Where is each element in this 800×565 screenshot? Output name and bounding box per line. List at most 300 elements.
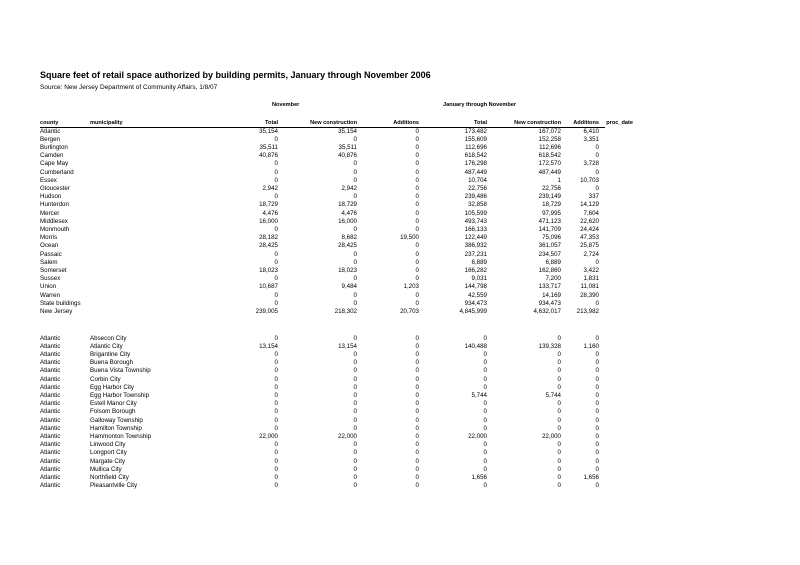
cell-county: Union: [40, 283, 57, 291]
cell-new-construction: 40,876: [338, 152, 357, 160]
cell-new-construction-ytd: 22,756: [542, 184, 561, 192]
cell-new-construction-ytd: 0: [557, 482, 561, 490]
cell-new-construction: 0: [353, 375, 357, 383]
cell-total-ytd: 9,031: [471, 275, 487, 283]
table-row: [40, 474, 610, 482]
cell-additions: 0: [415, 193, 419, 201]
table-row: [40, 441, 610, 449]
cell-total: 18,023: [259, 266, 278, 274]
cell-total-ytd: 493,743: [464, 217, 487, 225]
cell-new-construction: 0: [353, 367, 357, 375]
cell-new-construction: 0: [353, 416, 357, 424]
cell-additions-ytd: 7,604: [583, 209, 599, 217]
cell-new-construction: 0: [353, 250, 357, 258]
cell-total-ytd: 386,932: [464, 242, 487, 250]
cell-total-ytd: 6,889: [471, 258, 487, 266]
cell-new-construction: 0: [353, 383, 357, 391]
cell-additions: 0: [415, 291, 419, 299]
cell-new-construction-ytd: 0: [557, 350, 561, 358]
cell-total-ytd: 0: [483, 367, 487, 375]
cell-total: 0: [274, 375, 278, 383]
cell-additions: 0: [415, 367, 419, 375]
cell-county: Camden: [40, 152, 64, 160]
table-row: [40, 292, 610, 300]
cell-new-construction: 35,511: [338, 143, 357, 151]
table-row: [40, 152, 610, 160]
cell-total: 0: [274, 160, 278, 168]
cell-new-construction-ytd: 234,507: [538, 250, 561, 258]
cell-total: 0: [274, 176, 278, 184]
cell-additions-ytd: 213,982: [576, 307, 599, 315]
cell-county: Bergen: [40, 135, 60, 143]
cell-county: Atlantic: [40, 465, 61, 473]
group-header-november: November: [272, 102, 300, 108]
cell-county: Salem: [40, 258, 58, 266]
cell-county: Atlantic: [40, 416, 61, 424]
table-row: [40, 400, 610, 408]
cell-new-construction-ytd: 487,449: [538, 168, 561, 176]
cell-new-construction-ytd: 139,328: [538, 342, 561, 350]
cell-additions-ytd: 22,620: [580, 217, 599, 225]
cell-total: 4,476: [262, 209, 278, 217]
cell-additions: 0: [415, 135, 419, 143]
cell-new-construction-ytd: 361,057: [538, 242, 561, 250]
cell-additions: 0: [415, 350, 419, 358]
cell-total: 0: [274, 225, 278, 233]
cell-new-construction: 0: [353, 424, 357, 432]
cell-county: Morris: [40, 234, 58, 242]
cell-new-construction: 0: [353, 465, 357, 473]
cell-additions-ytd: 0: [595, 152, 599, 160]
cell-municipality: Linwood City: [90, 441, 126, 449]
cell-additions: 0: [415, 176, 419, 184]
cell-new-construction-ytd: 152,258: [538, 135, 561, 143]
table-row: [40, 376, 610, 384]
cell-additions: 0: [415, 258, 419, 266]
table-row: [40, 425, 610, 433]
cell-additions-ytd: 337: [588, 193, 599, 201]
cell-additions: 0: [415, 168, 419, 176]
cell-additions: 0: [415, 432, 419, 440]
cell-new-construction-ytd: 471,123: [538, 217, 561, 225]
cell-additions: 19,500: [400, 234, 419, 242]
cell-new-construction: 0: [353, 193, 357, 201]
cell-new-construction: 0: [353, 400, 357, 408]
cell-new-construction: 0: [353, 299, 357, 307]
cell-new-construction-ytd: 0: [557, 449, 561, 457]
cell-additions: 0: [415, 441, 419, 449]
cell-total: 28,182: [259, 234, 278, 242]
cell-additions: 0: [415, 152, 419, 160]
col-header-municipality: municipality: [90, 120, 123, 126]
table-row: [40, 218, 610, 226]
cell-total: 0: [274, 383, 278, 391]
table-row: [40, 359, 610, 367]
cell-new-construction: 0: [353, 350, 357, 358]
cell-new-construction: 2,942: [341, 184, 357, 192]
cell-total-ytd: 934,473: [464, 299, 487, 307]
cell-additions-ytd: 0: [595, 391, 599, 399]
cell-municipality: Absecon City: [90, 334, 127, 342]
cell-additions: 0: [415, 424, 419, 432]
cell-total-ytd: 239,486: [464, 193, 487, 201]
cell-new-construction: 4,476: [341, 209, 357, 217]
cell-total-ytd: 22,756: [468, 184, 487, 192]
cell-county: Mercer: [40, 209, 60, 217]
table-row: [40, 300, 610, 308]
cell-total: 0: [274, 416, 278, 424]
cell-new-construction-ytd: 4,632,017: [533, 307, 561, 315]
cell-total: 239,005: [255, 307, 278, 315]
cell-total: 0: [274, 457, 278, 465]
cell-additions: 0: [415, 383, 419, 391]
cell-additions-ytd: 0: [595, 441, 599, 449]
table-row: [40, 417, 610, 425]
cell-new-construction-ytd: 6,889: [545, 258, 561, 266]
table-row: [40, 242, 610, 250]
cell-county: Middlesex: [40, 217, 68, 225]
cell-municipality: Margate City: [90, 457, 126, 465]
cell-county: Atlantic: [40, 334, 61, 342]
cell-additions-ytd: 0: [595, 350, 599, 358]
cell-total: 0: [274, 408, 278, 416]
cell-county: State buildings: [40, 299, 81, 307]
cell-total-ytd: 42,559: [468, 291, 487, 299]
col-header-additions: Additions: [393, 120, 419, 126]
report-title: Square feet of retail space authorized by building permits, January through November 2006: [40, 70, 431, 80]
cell-county: Somerset: [40, 266, 67, 274]
cell-total-ytd: 0: [483, 408, 487, 416]
cell-total-ytd: 0: [483, 465, 487, 473]
cell-county: Essex: [40, 176, 57, 184]
cell-total: 0: [274, 193, 278, 201]
cell-additions-ytd: 14,129: [580, 201, 599, 209]
cell-new-construction-ytd: 172,570: [538, 160, 561, 168]
cell-total-ytd: 0: [483, 416, 487, 424]
table-row: [40, 335, 610, 343]
table-row: [40, 466, 610, 474]
cell-new-construction-ytd: 0: [557, 408, 561, 416]
cell-county: Hunterdon: [40, 201, 69, 209]
cell-county: Ocean: [40, 242, 59, 250]
cell-county: Burlington: [40, 143, 68, 151]
table-row: [40, 275, 610, 283]
cell-municipality: Mullica City: [90, 465, 122, 473]
cell-county: Atlantic: [40, 375, 61, 383]
cell-total-ytd: 10,704: [468, 176, 487, 184]
cell-total-ytd: 237,231: [464, 250, 487, 258]
cell-total-ytd: 4,845,999: [459, 307, 487, 315]
table-row: [40, 308, 610, 316]
cell-county: Atlantic: [40, 383, 61, 391]
cell-total: 0: [274, 168, 278, 176]
cell-additions-ytd: 1,831: [583, 275, 599, 283]
cell-county: Warren: [40, 291, 61, 299]
cell-total: 0: [274, 473, 278, 481]
cell-additions-ytd: 10,703: [580, 176, 599, 184]
cell-new-construction: 0: [353, 291, 357, 299]
cell-total-ytd: 122,449: [464, 234, 487, 242]
cell-new-construction-ytd: 0: [557, 457, 561, 465]
cell-total-ytd: 112,696: [465, 143, 487, 151]
cell-total: 0: [274, 367, 278, 375]
cell-new-construction-ytd: 0: [557, 334, 561, 342]
cell-new-construction: 0: [353, 441, 357, 449]
table-row: [40, 259, 610, 267]
cell-county: Atlantic: [40, 127, 61, 135]
cell-additions-ytd: 0: [595, 143, 599, 151]
table-row: [40, 267, 610, 275]
col-header-total-ytd: Total: [474, 120, 487, 126]
cell-county: Atlantic: [40, 473, 61, 481]
cell-new-construction-ytd: 239,149: [538, 193, 561, 201]
cell-total-ytd: 0: [483, 457, 487, 465]
col-header-proc-date: proc_date: [606, 120, 633, 126]
cell-total: 0: [274, 449, 278, 457]
cell-additions: 0: [415, 184, 419, 192]
cell-additions-ytd: 0: [595, 457, 599, 465]
table-row: [40, 201, 610, 209]
cell-additions: 0: [415, 250, 419, 258]
cell-county: Atlantic: [40, 441, 61, 449]
cell-additions: 0: [415, 127, 419, 135]
cell-municipality: Hamilton Township: [90, 424, 142, 432]
cell-county: Atlantic: [40, 432, 61, 440]
cell-additions-ytd: 0: [595, 449, 599, 457]
cell-new-construction-ytd: 0: [557, 375, 561, 383]
cell-total-ytd: 22,000: [468, 432, 487, 440]
cell-total: 0: [274, 275, 278, 283]
cell-total-ytd: 5,744: [471, 391, 487, 399]
cell-county: Atlantic: [40, 482, 61, 490]
cell-new-construction: 8,682: [341, 234, 357, 242]
col-header-county: county: [40, 120, 59, 126]
cell-new-construction-ytd: 162,860: [538, 266, 561, 274]
cell-total: 0: [274, 250, 278, 258]
cell-new-construction: 0: [353, 160, 357, 168]
cell-additions: 0: [415, 408, 419, 416]
cell-additions-ytd: 0: [595, 359, 599, 367]
cell-additions-ytd: 0: [595, 432, 599, 440]
cell-additions: 0: [415, 160, 419, 168]
cell-additions-ytd: 0: [595, 184, 599, 192]
cell-new-construction: 0: [353, 168, 357, 176]
cell-new-construction-ytd: 0: [557, 416, 561, 424]
cell-additions-ytd: 28,390: [580, 291, 599, 299]
cell-new-construction: 18,023: [338, 266, 357, 274]
cell-additions: 0: [415, 342, 419, 350]
cell-new-construction-ytd: 133,717: [538, 283, 561, 291]
cell-additions-ytd: 1,160: [583, 342, 599, 350]
cell-county: Atlantic: [40, 424, 61, 432]
cell-total-ytd: 0: [483, 383, 487, 391]
col-header-new-construction-ytd: New construction: [514, 120, 561, 126]
cell-total: 0: [274, 291, 278, 299]
cell-new-construction-ytd: 5,744: [545, 391, 561, 399]
col-header-total: Total: [265, 120, 278, 126]
table-row: [40, 177, 610, 185]
report-source: Source: New Jersey Department of Community Affairs, 1/8/07: [40, 84, 218, 91]
cell-total-ytd: 0: [483, 449, 487, 457]
cell-new-construction-ytd: 1: [557, 176, 561, 184]
cell-municipality: Pleasantville City: [90, 482, 138, 490]
cell-new-construction-ytd: 167,072: [538, 127, 561, 135]
cell-additions-ytd: 0: [595, 400, 599, 408]
cell-additions: 0: [415, 201, 419, 209]
cell-total-ytd: 173,482: [464, 127, 487, 135]
cell-additions-ytd: 0: [595, 334, 599, 342]
cell-county: Cape May: [40, 160, 69, 168]
cell-new-construction-ytd: 0: [557, 400, 561, 408]
cell-new-construction: 0: [353, 258, 357, 266]
cell-total: 0: [274, 135, 278, 143]
table-row: [40, 458, 610, 466]
cell-county: Passaic: [40, 250, 62, 258]
cell-new-construction: 0: [353, 135, 357, 143]
cell-county: Atlantic: [40, 350, 61, 358]
cell-new-construction: 0: [353, 473, 357, 481]
cell-total: 0: [274, 400, 278, 408]
cell-additions-ytd: 6,410: [583, 127, 599, 135]
table-row: [40, 160, 610, 168]
cell-additions: 0: [415, 209, 419, 217]
cell-new-construction: 0: [353, 391, 357, 399]
cell-new-construction-ytd: 618,542: [538, 152, 561, 160]
cell-additions: 0: [415, 449, 419, 457]
cell-additions: 1,203: [403, 283, 419, 291]
cell-new-construction-ytd: 0: [557, 383, 561, 391]
cell-additions: 0: [415, 391, 419, 399]
cell-additions-ytd: 3,728: [583, 160, 599, 168]
cell-total-ytd: 0: [483, 359, 487, 367]
cell-total-ytd: 105,599: [464, 209, 487, 217]
cell-county: Atlantic: [40, 367, 61, 375]
cell-new-construction-ytd: 14,169: [542, 291, 561, 299]
cell-total: 16,000: [259, 217, 278, 225]
cell-municipality: Brigantine City: [90, 350, 131, 358]
cell-additions-ytd: 3,351: [583, 135, 599, 143]
cell-total: 0: [274, 465, 278, 473]
cell-additions: 0: [415, 299, 419, 307]
cell-total: 0: [274, 350, 278, 358]
cell-municipality: Atlantic City: [90, 342, 123, 350]
cell-additions-ytd: 0: [595, 383, 599, 391]
cell-new-construction: 0: [353, 408, 357, 416]
cell-new-construction-ytd: 0: [557, 465, 561, 473]
table-row: [40, 144, 610, 152]
cell-municipality: Hammonton Township: [90, 432, 152, 440]
table-row: [40, 433, 610, 441]
cell-additions-ytd: 0: [595, 482, 599, 490]
cell-additions: 0: [415, 266, 419, 274]
cell-total-ytd: 140,488: [464, 342, 487, 350]
cell-county: Atlantic: [40, 457, 61, 465]
cell-total: 0: [274, 441, 278, 449]
cell-county: Hudson: [40, 193, 62, 201]
cell-total-ytd: 166,133: [464, 225, 487, 233]
cell-municipality: Egg Harbor City: [90, 383, 135, 391]
cell-new-construction: 9,484: [341, 283, 357, 291]
cell-total-ytd: 0: [483, 400, 487, 408]
cell-new-construction: 22,000: [338, 432, 357, 440]
cell-new-construction: 0: [353, 457, 357, 465]
cell-county: Cumberland: [40, 168, 74, 176]
cell-total: 28,425: [259, 242, 278, 250]
cell-total-ytd: 144,798: [464, 283, 487, 291]
cell-county: Atlantic: [40, 400, 61, 408]
cell-additions-ytd: 25,875: [580, 242, 599, 250]
cell-new-construction: 0: [353, 359, 357, 367]
cell-total: 35,154: [259, 127, 278, 135]
cell-total-ytd: 32,858: [468, 201, 487, 209]
cell-new-construction-ytd: 0: [557, 424, 561, 432]
table-row: [40, 283, 610, 291]
cell-total: 0: [274, 359, 278, 367]
cell-additions: 0: [415, 334, 419, 342]
table-row: [40, 169, 610, 177]
cell-total: 18,729: [259, 201, 278, 209]
cell-total-ytd: 0: [483, 441, 487, 449]
cell-new-construction: 18,729: [338, 201, 357, 209]
table-row: [40, 343, 610, 351]
table-row: [40, 251, 610, 259]
cell-additions: 0: [415, 242, 419, 250]
cell-municipality: Buena Borough: [90, 359, 134, 367]
cell-total-ytd: 155,609: [464, 135, 487, 143]
table-row: [40, 384, 610, 392]
cell-total-ytd: 176,298: [464, 160, 487, 168]
cell-additions-ytd: 2,724: [583, 250, 599, 258]
cell-additions-ytd: 11,081: [580, 283, 599, 291]
cell-new-construction-ytd: 112,696: [539, 143, 561, 151]
cell-municipality: Buena Vista Township: [90, 367, 151, 375]
cell-additions-ytd: 24,424: [580, 225, 599, 233]
table-row: [40, 128, 610, 136]
cell-new-construction-ytd: 22,000: [542, 432, 561, 440]
cell-additions: 0: [415, 465, 419, 473]
cell-additions-ytd: 0: [595, 424, 599, 432]
cell-total-ytd: 0: [483, 424, 487, 432]
cell-total: 0: [274, 482, 278, 490]
cell-county: Monmouth: [40, 225, 70, 233]
cell-total-ytd: 0: [483, 350, 487, 358]
cell-total: 2,942: [262, 184, 278, 192]
cell-new-construction: 0: [353, 176, 357, 184]
cell-municipality: Folsom Borough: [90, 408, 136, 416]
cell-additions-ytd: 0: [595, 168, 599, 176]
cell-new-construction: 28,425: [338, 242, 357, 250]
cell-additions: 0: [415, 473, 419, 481]
cell-new-construction-ytd: 0: [557, 441, 561, 449]
cell-total: 0: [274, 391, 278, 399]
table-row: [40, 392, 610, 400]
cell-additions-ytd: 1,656: [583, 473, 599, 481]
table-row: [40, 367, 610, 375]
cell-total: 35,511: [259, 143, 278, 151]
cell-total: 10,687: [259, 283, 278, 291]
cell-county: Atlantic: [40, 342, 61, 350]
cell-additions: 20,703: [400, 307, 419, 315]
cell-total-ytd: 166,282: [464, 266, 487, 274]
table-row: [40, 210, 610, 218]
cell-municipality: Estell Manor City: [90, 400, 137, 408]
cell-county: Gloucester: [40, 184, 70, 192]
cell-new-construction: 13,154: [338, 342, 357, 350]
cell-new-construction-ytd: 18,729: [542, 201, 561, 209]
cell-total: 0: [274, 334, 278, 342]
cell-new-construction: 0: [353, 482, 357, 490]
cell-municipality: Longport City: [90, 449, 127, 457]
